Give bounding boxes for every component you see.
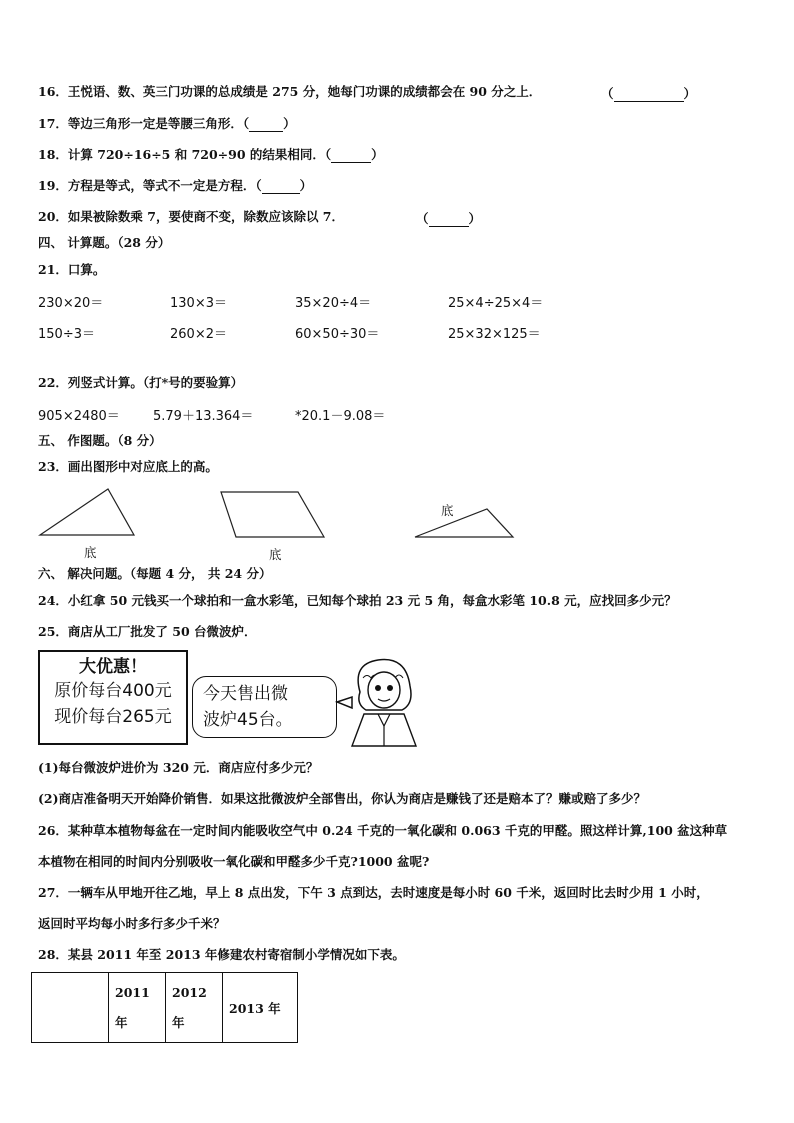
q26-line2: 本植物在相同的时间内分别吸收一氧化碳和甲醛多少千克?1000 盆呢? (38, 854, 430, 869)
vertical-calc-item: 5.79＋13.364＝ (153, 409, 254, 424)
calc-item: 25×4÷25×4＝ (448, 296, 544, 311)
q27-line2: 返回时平均每小时多行多少千米？ (38, 916, 226, 931)
q28-text: 28．某县 2011 年至 2013 年修建农村寄宿制小学情况如下表。 (38, 947, 405, 962)
calc-item: 60×50÷30＝ (295, 327, 380, 342)
calc-item: 230×20＝ (38, 296, 104, 311)
base-label: 底 (441, 503, 454, 518)
vertical-calc-item: *20.1－9.08＝ (295, 409, 386, 424)
speech-bubble (192, 676, 337, 738)
poster-original-price: 原价每台400元 (54, 681, 172, 701)
q20-text: 20．如果被除数乘 7，要使商不变，除数应该除以 7． (38, 209, 344, 224)
q27-line1: 27．一辆车从甲地开往乙地，早上 8 点出发，下午 3 点到达，去时速度是每小时 60 千米，返回时比去时少用 1 小时， (38, 885, 709, 900)
bubble-line: 今天售出微 (203, 684, 288, 704)
triangle-figure-2 (415, 509, 513, 537)
answer-blank[interactable] (331, 150, 371, 163)
table-header-cell: 2013 年 (223, 973, 298, 1043)
base-label: 底 (84, 545, 97, 560)
sale-poster (38, 650, 188, 745)
section-4-title: 四、 计算题。（28 分） (38, 235, 171, 250)
vertical-calc-item: 905×2480＝ (38, 409, 120, 424)
calc-item: 260×2＝ (170, 327, 227, 342)
q25-sub2: (2)商店准备明天开始降价销售．如果这批微波炉全部售出，你认为商店是赚钱了还是赔本了？赚或赔了多少？ (38, 791, 647, 806)
q26-line1: 26．某种草本植物每盆在一定时间内能吸收空气中 0.24 千克的一氧化碳和 0.063 千克的甲醛。照这样计算,100 盆这种草 (38, 823, 728, 838)
q24-text: 24．小红拿 50 元钱买一个球拍和一盒水彩笔，已知每个球拍 23 元 5 角，每盒水彩笔 10.8 元，应找回多少元？ (38, 593, 677, 608)
table-header-cell: 2011 年 (109, 973, 166, 1043)
answer-blank[interactable] (614, 89, 684, 102)
q18-text: 18．计算 720÷16÷5 和 720÷90 的结果相同．（ ） (38, 147, 384, 162)
calc-item: 35×20÷4＝ (295, 296, 372, 311)
parallelogram-figure (221, 492, 324, 537)
poster-current-price: 现价每台265元 (54, 707, 172, 727)
q25-sub1: (1)每台微波炉进价为 320 元．商店应付多少元？ (38, 760, 319, 775)
person-illustration (330, 652, 420, 748)
calc-item: 25×32×125＝ (448, 327, 541, 342)
calc-item: 150÷3＝ (38, 327, 95, 342)
table-header-cell (32, 973, 109, 1043)
calc-item: 130×3＝ (170, 296, 227, 311)
q21-text: 21．口算。 (38, 262, 106, 277)
section-6-title: 六、 解决问题。（每题 4 分， 共 24 分） (38, 566, 272, 581)
table-header-cell: 2012 年 (166, 973, 223, 1043)
answer-blank[interactable] (429, 214, 469, 227)
q23-figures (0, 480, 560, 550)
q16-text: 16．王悦语、数、英三门功课的总成绩是 275 分，她每门功课的成绩都会在 90 分之上． (38, 84, 542, 99)
q19-text: 19．方程是等式，等式不一定是方程．（ ） (38, 178, 313, 193)
bubble-tail (337, 697, 352, 708)
q23-text: 23．画出图形中对应底上的高。 (38, 459, 218, 474)
q22-text: 22．列竖式计算。（打*号的要验算） (38, 375, 244, 390)
answer-blank[interactable] (249, 119, 283, 132)
base-label: 底 (269, 547, 282, 562)
section-5-title: 五、 作图题。（8 分） (38, 433, 162, 448)
bubble-line: 波炉45台。 (203, 710, 293, 730)
q17-text: 17．等边三角形一定是等腰三角形．（ ） (38, 116, 296, 131)
q16-answer[interactable]: （ ） (601, 86, 697, 101)
q25-text: 25．商店从工厂批发了 50 台微波炉． (38, 624, 257, 639)
answer-blank[interactable] (262, 181, 300, 194)
table-row (32, 973, 298, 1043)
triangle-figure-1 (40, 489, 134, 535)
q28-table (31, 972, 298, 1043)
poster-title: 大优惠！ (79, 657, 147, 677)
q20-answer[interactable]: （ ） (416, 211, 482, 226)
